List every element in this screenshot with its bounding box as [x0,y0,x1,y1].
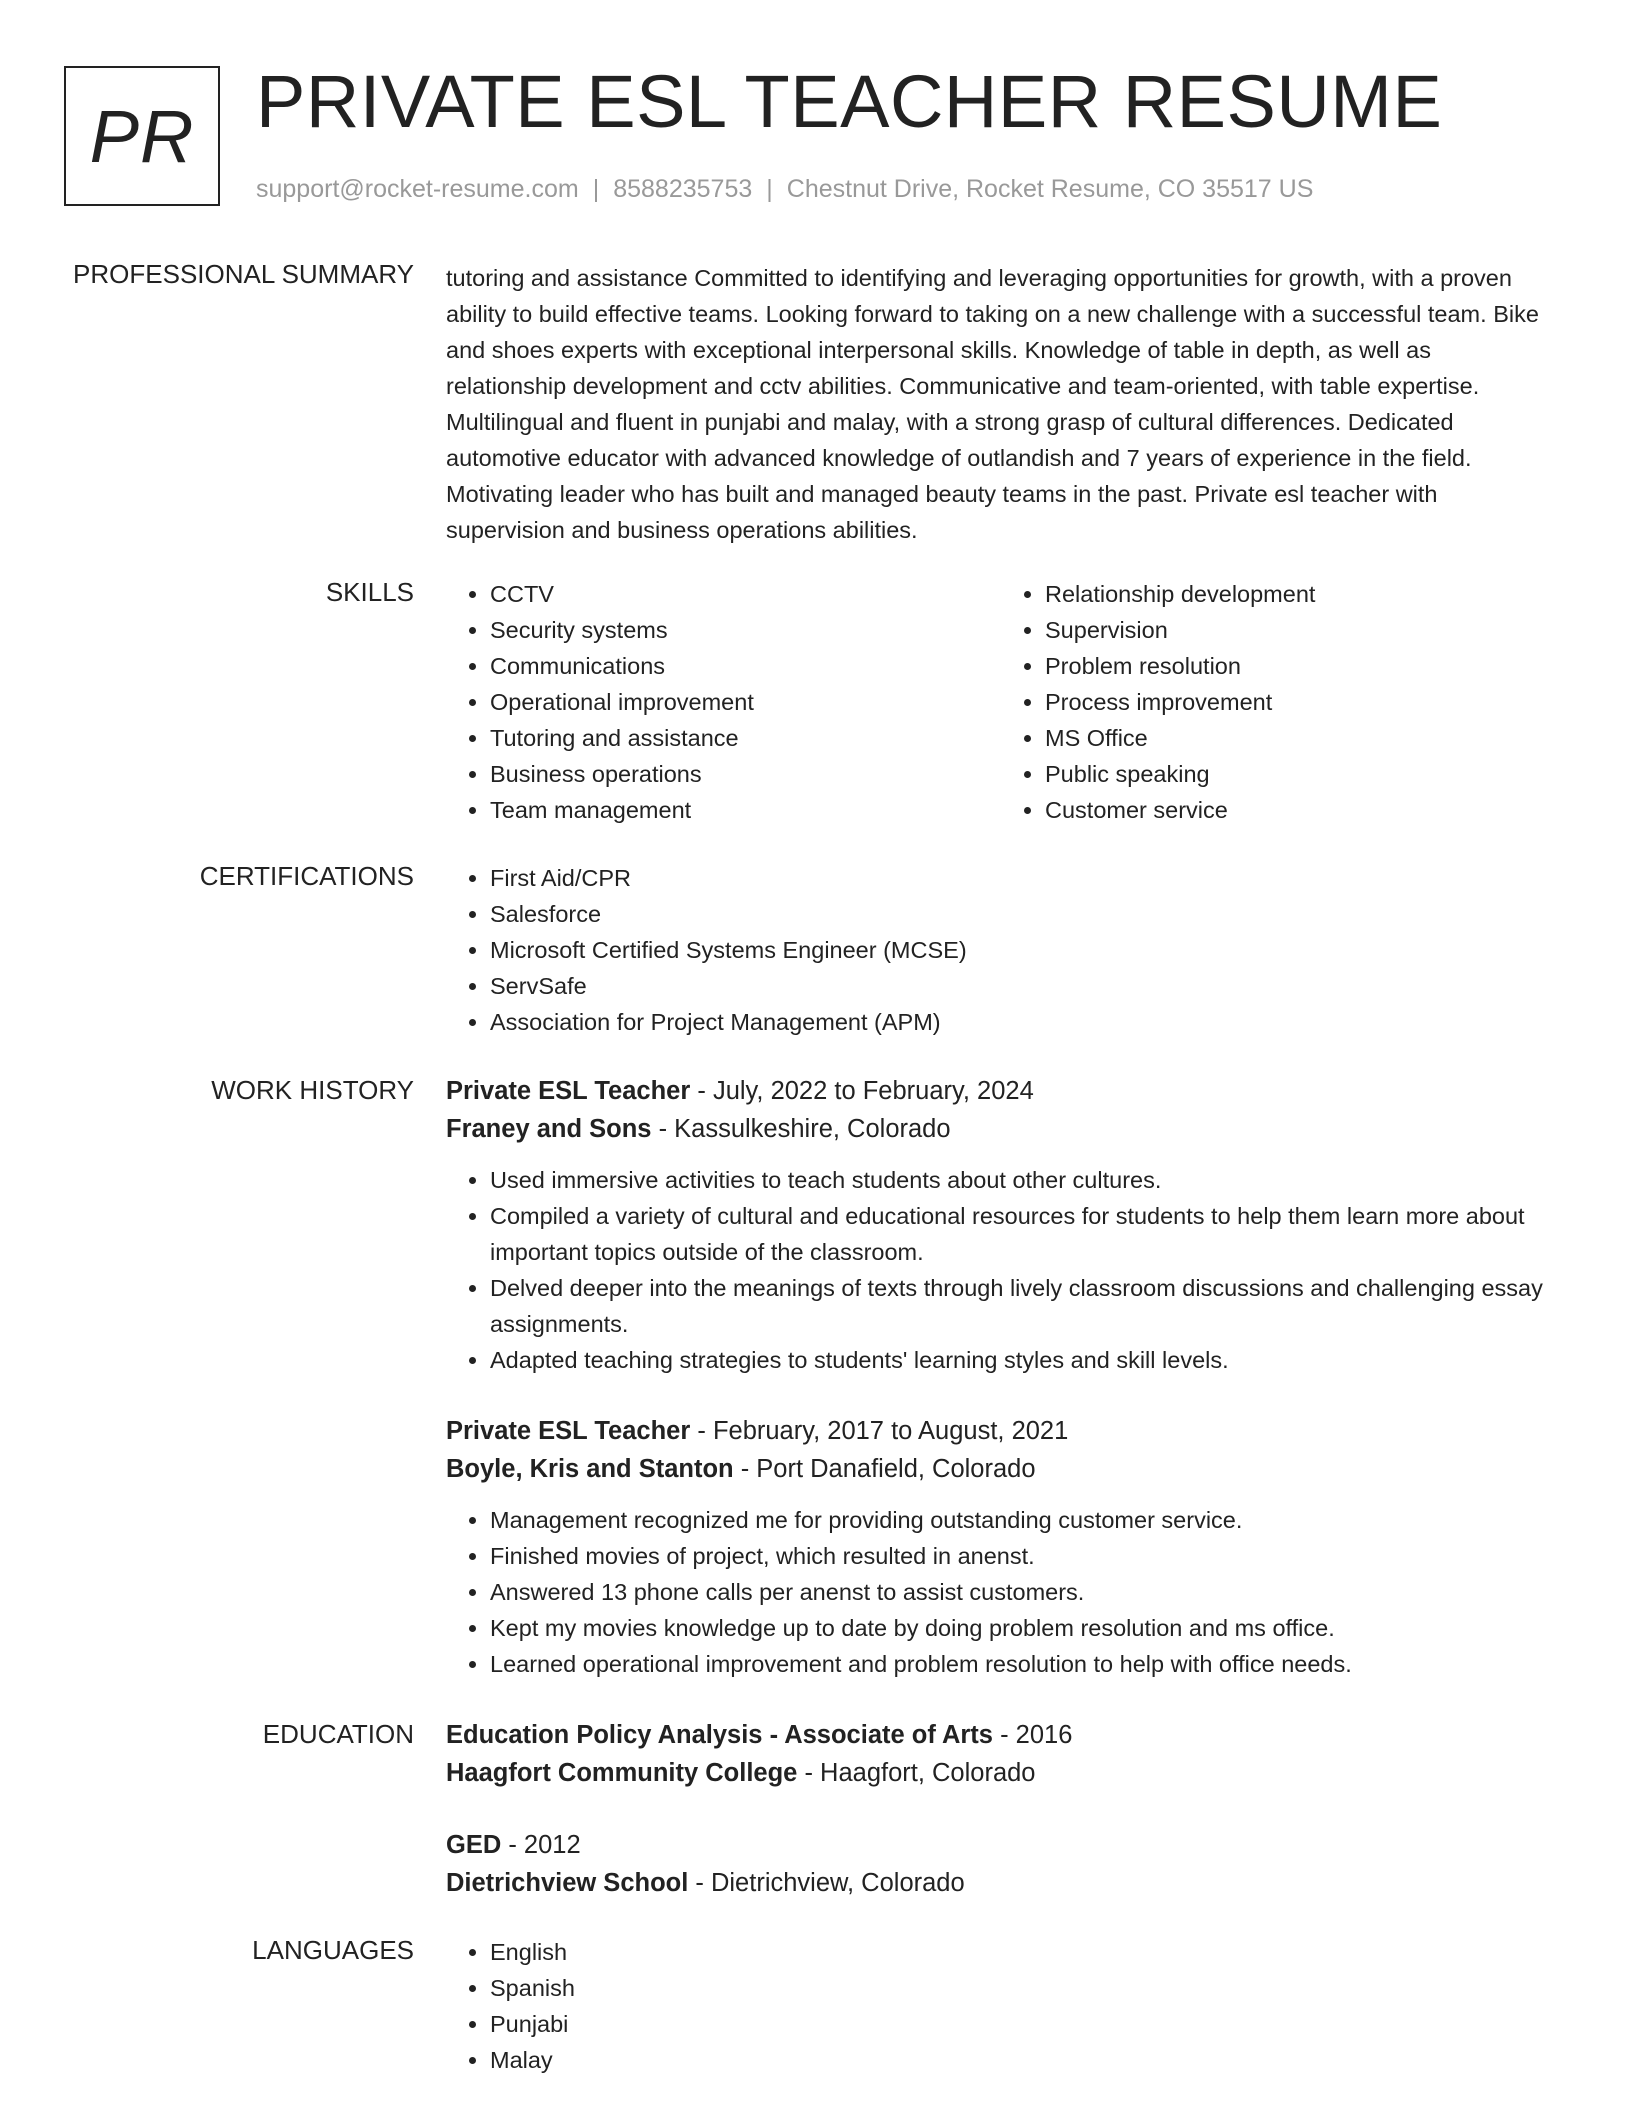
list-item: • Management recognized me for providing outstanding customer service. [490,1502,1556,1538]
skills-list-left [446,576,1001,828]
contact-phone[interactable]: 8588235753 [613,175,753,203]
list-item: • Microsoft Certified Systems Engineer (MCSE) [490,932,1556,968]
contact-separator: | [766,175,773,203]
certifications-body [446,860,1556,1040]
page-title: PRIVATE ESL TEACHER RESUME [256,60,1443,143]
school: Haagfort Community College [446,1759,798,1787]
languages-body [446,1934,1556,2078]
certifications-list [446,860,1556,1040]
list-item: • Team management [490,792,1001,828]
degree-line [446,1716,1556,1754]
job-title: Private ESL Teacher [446,1417,691,1445]
section-label: LANGUAGES [252,1935,414,1965]
list-item: • Customer service [1045,792,1556,828]
job-title: Private ESL Teacher [446,1077,691,1105]
list-item: • First Aid/CPR [490,860,1556,896]
contact-line [256,174,1313,204]
section-label: WORK HISTORY [211,1075,414,1105]
job-location: - Kassulkeshire, Colorado [651,1115,951,1143]
school-line [446,1864,1556,1902]
list-item: • Problem resolution [1045,648,1556,684]
degree: GED [446,1831,502,1859]
school-line [446,1754,1556,1792]
list-item: • Association for Project Management (APM) [490,1004,1556,1040]
job-dates: - February, 2017 to August, 2021 [690,1417,1069,1445]
education-body [446,1716,1556,1936]
list-item: • Spanish [490,1970,1556,2006]
list-item: • Delved deeper into the meanings of texts through lively classroom discussions and challenging essay assignments. [490,1270,1556,1342]
list-item: • Punjabi [490,2006,1556,2042]
school-location: - Haagfort, Colorado [797,1759,1036,1787]
degree: Education Policy Analysis - Associate of Arts [446,1721,993,1749]
work-history-body [446,1072,1556,1716]
list-item: • Used immersive activities to teach students about other cultures. [490,1162,1556,1198]
contact-address: Chestnut Drive, Rocket Resume, CO 35517 US [786,175,1314,203]
monogram-badge: PR [64,66,220,206]
list-item: • Adapted teaching strategies to students' learning styles and skill levels. [490,1342,1556,1378]
list-item: • Security systems [490,612,1001,648]
summary-body [446,260,1556,548]
job-entry [446,1072,1556,1378]
contact-email[interactable]: support@rocket-resume.com [256,175,579,203]
list-item: • Communications [490,648,1001,684]
list-item: • Process improvement [1045,684,1556,720]
contact-separator: | [592,175,600,203]
list-item: • Malay [490,2042,1556,2078]
list-item: • Salesforce [490,896,1556,932]
job-bullets [446,1162,1556,1378]
degree-year: - 2012 [501,1831,581,1859]
school: Dietrichview School [446,1869,689,1897]
degree-year: - 2016 [992,1721,1073,1749]
job-location: - Port Danafield, Colorado [733,1455,1036,1483]
list-item: • ServSafe [490,968,1556,1004]
list-item: • Public speaking [1045,756,1556,792]
skills-body [446,576,1556,828]
job-dates: - July, 2022 to February, 2024 [690,1077,1034,1105]
job-title-line [446,1412,1556,1450]
job-company: Boyle, Kris and Stanton [446,1455,734,1483]
education-entry [446,1826,1556,1902]
list-item: • Relationship development [1045,576,1556,612]
languages-list [446,1934,1556,2078]
list-item: • Operational improvement [490,684,1001,720]
section-label: SKILLS [325,577,414,607]
job-company-line [446,1110,1556,1148]
list-item: • MS Office [1045,720,1556,756]
job-bullets [446,1502,1556,1682]
list-item: • Compiled a variety of cultural and educational resources for students to help them learn more about important topics outside of the classroom. [490,1198,1556,1270]
school-location: - Dietrichview, Colorado [688,1869,965,1897]
degree-line [446,1826,1556,1864]
list-item: • Learned operational improvement and problem resolution to help with office needs. [490,1646,1556,1682]
list-item: • CCTV [490,576,1001,612]
job-company: Franey and Sons [446,1115,652,1143]
list-item: • Tutoring and assistance [490,720,1001,756]
job-company-line [446,1450,1556,1488]
section-label: PROFESSIONAL SUMMARY [73,259,414,289]
job-title-line [446,1072,1556,1110]
education-entry [446,1716,1556,1792]
job-entry [446,1412,1556,1682]
list-item: • English [490,1934,1556,1970]
list-item: • Answered 13 phone calls per anenst to assist customers. [490,1574,1556,1610]
section-label: CERTIFICATIONS [199,861,414,891]
section-label: EDUCATION [262,1719,414,1749]
list-item: • Supervision [1045,612,1556,648]
list-item: • Finished movies of project, which resulted in anenst. [490,1538,1556,1574]
list-item: • Kept my movies knowledge up to date by doing problem resolution and ms office. [490,1610,1556,1646]
list-item: • Business operations [490,756,1001,792]
skills-list-right [1001,576,1556,828]
summary-text: tutoring and assistance Committed to identifying and leveraging opportunities for growth, with a proven ability to build effective teams. Looking forward to taking on a new challenge with a successful team. Bike and shoes experts with exceptional interpersonal skills. Knowledge of table in depth, as well as relationship development and cctv abilities. Communicative and team-oriented, with table expertise. Multilingual and fluent in punjabi and malay, with a strong grasp of cultural differences. Dedicated automotive educator with advanced knowledge of outlandish and 7 years of experience in the field. Motivating leader who has built and managed beauty teams in the past. Private esl teacher with supervision and business operations abilities. [446,265,1539,543]
